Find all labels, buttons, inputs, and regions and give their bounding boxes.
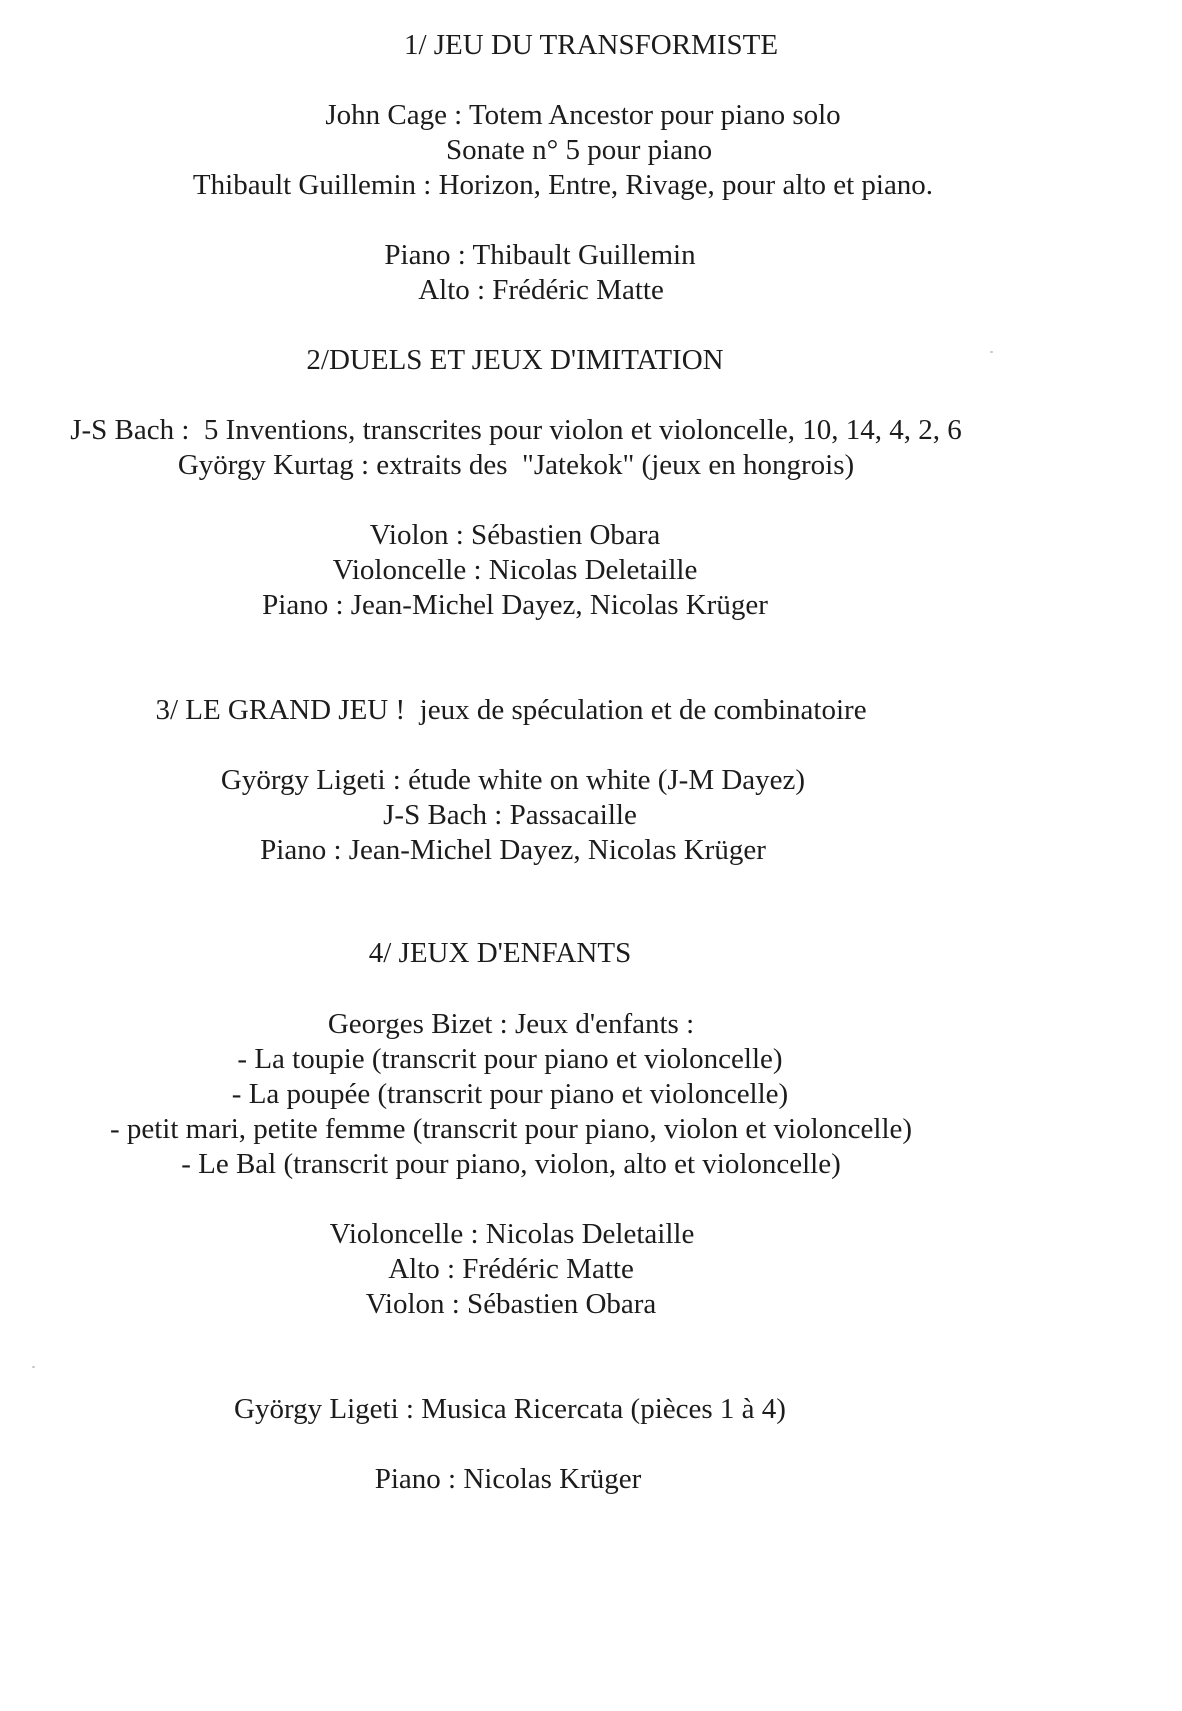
section-2-performer-2: Violoncelle : Nicolas Deletaille xyxy=(332,554,698,586)
section-4-performer-3: Violon : Sébastien Obara xyxy=(365,1288,657,1320)
scan-speck xyxy=(32,1366,35,1368)
section-4-work-1: Georges Bizet : Jeux d'enfants : xyxy=(327,1008,695,1040)
section-1-title: 1/ JEU DU TRANSFORMISTE xyxy=(403,29,779,61)
section-4-work-2: - La toupie (transcrit pour piano et violoncelle) xyxy=(237,1043,783,1075)
scan-speck xyxy=(990,351,993,353)
section-1-work-3: Thibault Guillemin : Horizon, Entre, Rivage, pour alto et piano. xyxy=(192,169,934,201)
section-3-title: 3/ LE GRAND JEU ! jeux de spéculation et de combinatoire xyxy=(155,694,867,726)
section-4-extra-performer: Piano : Nicolas Krüger xyxy=(374,1463,642,1495)
section-4-extra-work: György Ligeti : Musica Ricercata (pièces 1 à 4) xyxy=(234,1393,786,1425)
section-1-performer-2: Alto : Frédéric Matte xyxy=(418,274,664,306)
section-2-performer-3: Piano : Jean-Michel Dayez, Nicolas Krüger xyxy=(262,589,768,621)
section-4-performer-1: Violoncelle : Nicolas Deletaille xyxy=(329,1218,695,1250)
section-4-work-5: - Le Bal (transcrit pour piano, violon, alto et violoncelle) xyxy=(181,1148,841,1180)
section-3-performer: Piano : Jean-Michel Dayez, Nicolas Krüger xyxy=(260,834,766,866)
section-4-title: 4/ JEUX D'ENFANTS xyxy=(368,937,632,969)
section-2-performer-1: Violon : Sébastien Obara xyxy=(369,519,661,551)
section-1-work-2: Sonate n° 5 pour piano xyxy=(446,134,713,166)
section-3-work-2: J-S Bach : Passacaille xyxy=(383,799,637,831)
section-2-title: 2/DUELS ET JEUX D'IMITATION xyxy=(306,344,724,376)
section-1-work-1: John Cage : Totem Ancestor pour piano solo xyxy=(325,99,841,131)
section-3-work-1: György Ligeti : étude white on white (J-M Dayez) xyxy=(220,764,806,796)
section-4-work-3: - La poupée (transcrit pour piano et violoncelle) xyxy=(231,1078,789,1110)
section-2-work-1: J-S Bach : 5 Inventions, transcrites pour violon et violoncelle, 10, 14, 4, 2, 6 xyxy=(70,414,962,446)
section-2-work-2: György Kurtag : extraits des "Jatekok" (jeux en hongrois) xyxy=(177,449,855,481)
section-4-performer-2: Alto : Frédéric Matte xyxy=(388,1253,634,1285)
section-1-performer-1: Piano : Thibault Guillemin xyxy=(384,239,696,271)
section-4-work-4: - petit mari, petite femme (transcrit pour piano, violon et violoncelle) xyxy=(109,1113,913,1145)
